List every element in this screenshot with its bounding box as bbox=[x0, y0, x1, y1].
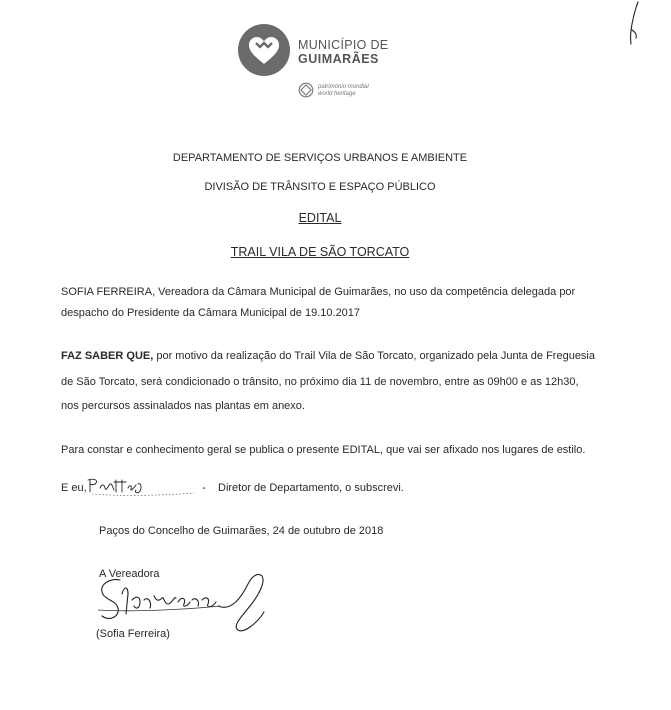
e-eu-label: E eu, bbox=[61, 482, 87, 494]
director-statement: Diretor de Departamento, o subscrevi. bbox=[218, 482, 404, 494]
paragraph-1-line-1: SOFIA FERREIRA, Vereadora da Câmara Municipal de Guimarães, no uso da competência delegada por bbox=[61, 286, 576, 298]
paragraph-2-line-1 bbox=[61, 350, 595, 362]
heritage-label-en: world heritage bbox=[318, 91, 356, 97]
brand-municipality-label: MUNICÍPIO DE bbox=[298, 38, 389, 52]
signatory-role: A Vereadora bbox=[99, 568, 160, 580]
signatory-name: (Sofia Ferreira) bbox=[96, 628, 170, 640]
paragraph-1-line-2: despacho do Presidente da Câmara Municipal de 19.10.2017 bbox=[61, 307, 361, 319]
director-signature bbox=[86, 474, 206, 500]
paragraph-2-line-2: de São Torcato, será condicionado o trânsito, no próximo dia 11 de novembro, entre as 09h00 e as 12h30, bbox=[61, 376, 579, 388]
document-type-heading: EDITAL bbox=[298, 211, 342, 225]
division-heading: DIVISÃO DE TRÂNSITO E ESPAÇO PÚBLICO bbox=[204, 181, 436, 193]
corner-pen-mark bbox=[624, 0, 648, 50]
paragraph-2-line-1-text: por motivo da realização do Trail Vila de São Torcato, organizado pela Junta de Freguesia bbox=[153, 350, 595, 362]
dash-separator: - bbox=[202, 482, 206, 494]
paragraph-2-line-3: nos percursos assinalados nas plantas em anexo. bbox=[61, 400, 305, 412]
unesco-world-heritage-icon bbox=[298, 82, 314, 98]
paragraph-3: Para constar e conhecimento geral se publica o presente EDITAL, que vai ser afixado nos lugares de estilo. bbox=[61, 444, 586, 456]
place-and-date: Paços do Concelho de Guimarães, 24 de outubro de 2018 bbox=[99, 525, 384, 537]
announcement-lead: FAZ SABER QUE, bbox=[61, 350, 154, 362]
document-title: TRAIL VILA DE SÃO TORCATO bbox=[230, 245, 410, 259]
department-heading: DEPARTAMENTO DE SERVIÇOS URBANOS E AMBIENTE bbox=[172, 152, 468, 164]
heart-badge-icon bbox=[236, 22, 292, 78]
brand-city-name: GUIMARÃES bbox=[298, 52, 379, 66]
heritage-label: património mundial bbox=[318, 84, 369, 90]
